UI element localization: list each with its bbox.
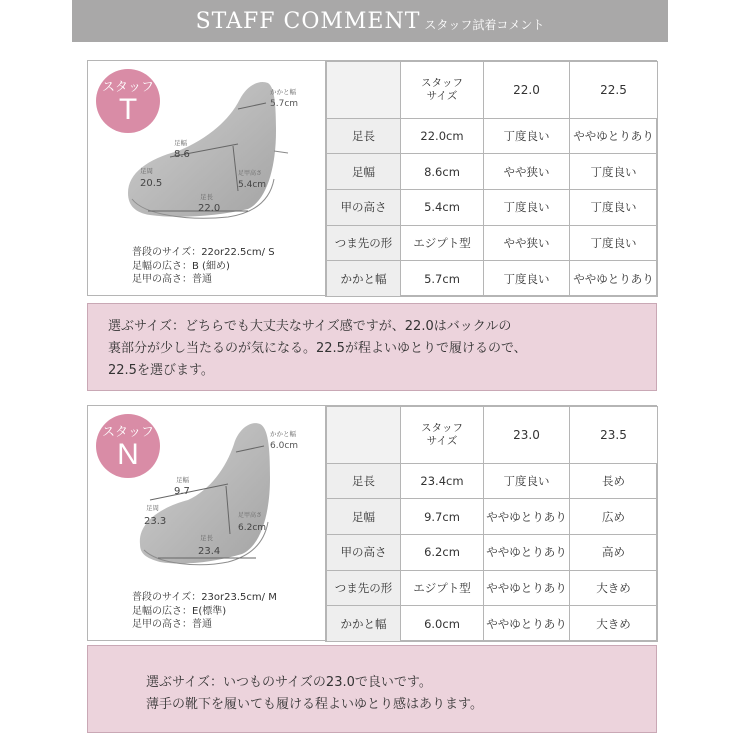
staff-comment-header xyxy=(72,0,668,42)
row-label: 甲の高さ xyxy=(327,189,401,225)
badge-label: スタッフ xyxy=(101,80,154,95)
table-cell: ややゆとりあり xyxy=(484,606,570,642)
staff-comment-box xyxy=(87,303,657,391)
table-row xyxy=(327,225,658,261)
staff-size-header xyxy=(401,62,484,119)
foot-length-label: 足長 xyxy=(200,534,213,542)
badge-letter: T xyxy=(118,93,138,126)
table-corner xyxy=(327,62,401,119)
header-subtitle: スタッフ試着コメント xyxy=(424,17,545,32)
foot-girth-value: 23.3 xyxy=(144,516,167,527)
table-cell: 9.7cm xyxy=(401,499,484,535)
table-cell: 22.0cm xyxy=(401,118,484,154)
table-cell: 丁度良い xyxy=(570,154,658,190)
size-header: 22.5 xyxy=(570,62,658,119)
foot-width-note: 足幅の広さ：B (細め) xyxy=(132,260,230,272)
table-cell: 6.2cm xyxy=(401,534,484,570)
staff-section-t xyxy=(87,60,657,392)
foot-length-value: 22.0 xyxy=(198,203,221,214)
staff-size-header-line1: スタッフ xyxy=(421,421,463,434)
foot-girth-label: 足周 xyxy=(140,167,153,175)
comment-line: 22.5を選びます。 xyxy=(108,363,214,378)
table-cell: 大きめ xyxy=(570,570,658,606)
row-label: かかと幅 xyxy=(327,261,401,297)
usual-size-note: 普段のサイズ：23or23.5cm/ M xyxy=(132,592,277,603)
heel-width-label: かかと幅 xyxy=(270,430,296,438)
table-row xyxy=(327,261,658,297)
table-cell: 5.4cm xyxy=(401,189,484,225)
table-row xyxy=(327,154,658,190)
row-label: 足長 xyxy=(327,463,401,499)
table-cell: 8.6cm xyxy=(401,154,484,190)
table-cell: 大きめ xyxy=(570,606,658,642)
table-cell: やや狭い xyxy=(484,154,570,190)
table-header-row xyxy=(327,407,658,464)
table-row xyxy=(327,570,658,606)
row-label: 足幅 xyxy=(327,499,401,535)
foot-girth-value: 20.5 xyxy=(140,178,163,189)
row-label: かかと幅 xyxy=(327,606,401,642)
comment-line: 選ぶサイズ：いつものサイズの23.0で良いです。 xyxy=(146,675,432,690)
instep-note: 足甲の高さ：普通 xyxy=(132,619,212,630)
instep-label: 足甲高さ xyxy=(238,170,263,177)
fit-table xyxy=(326,406,658,642)
row-label: つま先の形 xyxy=(327,570,401,606)
table-cell: 23.4cm xyxy=(401,463,484,499)
ankle-arrow xyxy=(274,151,288,153)
comment-line: 裏部分が少し当たるのが気になる。22.5が程よいゆとりで履けるので、 xyxy=(108,341,527,356)
staff-size-header-line1: スタッフ xyxy=(421,76,463,89)
table-cell: 広め xyxy=(570,499,658,535)
foot-width-value: 8.6 xyxy=(174,149,190,160)
row-label: つま先の形 xyxy=(327,225,401,261)
foot-width-label: 足幅 xyxy=(174,139,187,147)
foot-width-note: 足幅の広さ：E(標準) xyxy=(132,605,227,617)
badge-label: スタッフ xyxy=(101,425,154,440)
table-cell: エジプト型 xyxy=(401,570,484,606)
staff-notes xyxy=(132,246,275,287)
table-corner xyxy=(327,407,401,464)
row-label: 甲の高さ xyxy=(327,534,401,570)
table-row xyxy=(327,463,658,499)
table-cell: エジプト型 xyxy=(401,225,484,261)
table-cell: 高め xyxy=(570,534,658,570)
table-cell: ややゆとりあり xyxy=(484,534,570,570)
size-header: 23.5 xyxy=(570,407,658,464)
table-cell: 6.0cm xyxy=(401,606,484,642)
fit-table xyxy=(326,61,658,297)
foot-length-value: 23.4 xyxy=(198,546,221,557)
staff-badge xyxy=(96,414,160,478)
staff-size-header-line2: サイズ xyxy=(426,89,458,102)
staff-panel xyxy=(87,405,657,641)
table-cell: 5.7cm xyxy=(401,261,484,297)
usual-size-note: 普段のサイズ：22or22.5cm/ S xyxy=(132,247,275,258)
foot-length-label: 足長 xyxy=(200,193,213,201)
table-cell: 丁度良い xyxy=(570,225,658,261)
staff-panel xyxy=(87,60,657,296)
foot-girth-label: 足周 xyxy=(146,504,159,512)
table-row xyxy=(327,606,658,642)
staff-size-header-line2: サイズ xyxy=(426,434,458,447)
size-header: 23.0 xyxy=(484,407,570,464)
row-label: 足幅 xyxy=(327,154,401,190)
table-cell: 丁度良い xyxy=(484,189,570,225)
table-row xyxy=(327,118,658,154)
staff-badge xyxy=(96,69,160,133)
instep-value: 5.4cm xyxy=(238,180,267,190)
size-header: 22.0 xyxy=(484,62,570,119)
heel-width-label: かかと幅 xyxy=(270,88,296,96)
table-cell: ややゆとりあり xyxy=(484,499,570,535)
table-cell: ややゆとりあり xyxy=(570,261,658,297)
table-cell: やや狭い xyxy=(484,225,570,261)
instep-note: 足甲の高さ：普通 xyxy=(132,274,212,285)
foot-illustration-box xyxy=(88,61,326,297)
table-row xyxy=(327,534,658,570)
table-cell: 丁度良い xyxy=(484,261,570,297)
table-cell: 丁度良い xyxy=(484,118,570,154)
table-cell: ややゆとりあり xyxy=(570,118,658,154)
comment-line: 選ぶサイズ：どちらでも大丈夫なサイズ感ですが、22.0はバックルの xyxy=(108,319,512,334)
table-cell: 丁度良い xyxy=(570,189,658,225)
foot-width-label: 足幅 xyxy=(176,476,189,484)
foot-illustration-box xyxy=(88,406,326,642)
table-cell: 長め xyxy=(570,463,658,499)
instep-label: 足甲高さ xyxy=(238,512,263,519)
heel-width-value: 5.7cm xyxy=(270,99,299,109)
table-row xyxy=(327,499,658,535)
table-row xyxy=(327,189,658,225)
instep-value: 6.2cm xyxy=(238,523,267,533)
heel-width-value: 6.0cm xyxy=(270,441,299,451)
table-cell: 丁度良い xyxy=(484,463,570,499)
table-header-row xyxy=(327,62,658,119)
staff-notes xyxy=(132,591,277,632)
header-title: STAFF COMMENT xyxy=(195,8,421,34)
comment-line: 薄手の靴下を履いても履ける程よいゆとり感はあります。 xyxy=(146,697,483,712)
staff-comment-box xyxy=(87,645,657,733)
row-label: 足長 xyxy=(327,118,401,154)
staff-size-header xyxy=(401,407,484,464)
badge-letter: N xyxy=(117,438,139,471)
foot-width-value: 9.7 xyxy=(174,486,190,497)
staff-section-n xyxy=(87,405,657,735)
table-cell: ややゆとりあり xyxy=(484,570,570,606)
